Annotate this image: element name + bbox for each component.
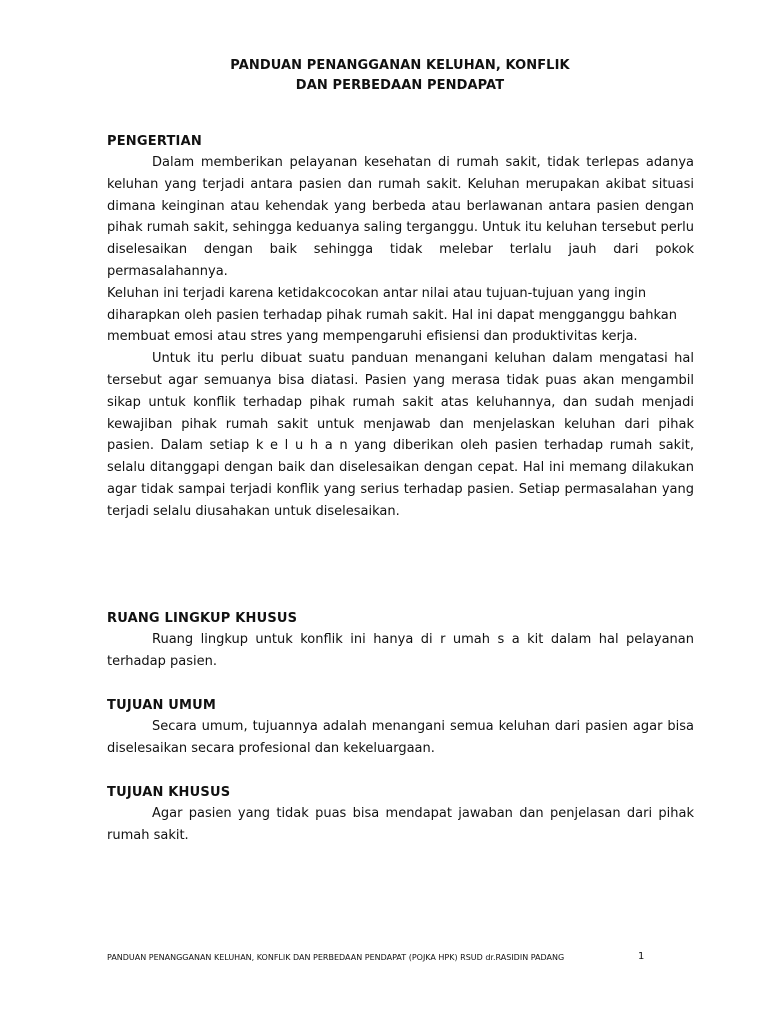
document-title-line-2: DAN PERBEDAAN PENDAPAT <box>295 78 505 93</box>
document-title-line-1: PANDUAN PENANGGANAN KELUHAN, KONFLIK <box>230 58 570 73</box>
section-heading-tujuan-khusus: TUJUAN KHUSUS <box>107 785 231 800</box>
tujuan-umum-paragraph: Secara umum, tujuannya adalah menangani semua keluhan dari pasien agar bisa diselesaikan secara profesional dan kekeluargaan. <box>107 719 694 756</box>
section-tujuan-umum <box>107 696 694 760</box>
section-heading-tujuan-umum: TUJUAN UMUM <box>107 698 217 713</box>
pengertian-paragraph-3: Untuk itu perlu dibuat suatu panduan menangani keluhan dalam mengatasi hal tersebut agar semuanya bisa diatasi. Pasien yang merasa tidak puas akan mengambil sikap untuk konflik terhadap pihak rumah sakit atas keluhannya, dan sudah menjadi kewajiban pihak rumah sakit untuk menjawab dan menjelaskan keluhan dari pihak pasien. Dalam setiap k e l u h a n yang diberikan oleh pasien terhadap rumah sakit, selalu ditanggapi dengan baik dan diselesaikan dengan cepat. Hal ini memang dilakukan agar tidak sampai terjadi konflik yang serius terhadap pasien. Setiap permasalahan yang terjadi selalu diusahakan untuk diselesaikan. <box>107 351 694 519</box>
pengertian-paragraph-1: Dalam memberikan pelayanan kesehatan di rumah sakit, tidak terlepas adanya keluhan yang terjadi antara pasien dan rumah sakit. Keluhan merupakan akibat situasi dimana keinginan atau kehendak yang berbeda atau berlawanan antara pasien dengan pihak rumah sakit, sehingga keduanya saling terganggu. Untuk itu keluhan tersebut perlu diselesaikan dengan baik sehingga tidak melebar terlalu jauh dari pokok permasalahannya. <box>107 155 694 279</box>
section-heading-ruang-lingkup: RUANG LINGKUP KHUSUS <box>107 611 298 626</box>
pengertian-paragraph-2: Keluhan ini terjadi karena ketidakcocokan antar nilai atau tujuan-tujuan yang ingin diharapkan oleh pasien terhadap pihak rumah sakit. Hal ini dapat mengganggu bahkan membuat emosi atau stres yang mempengaruhi efisiensi dan produktivitas kerja. <box>107 285 677 345</box>
tujuan-khusus-paragraph: Agar pasien yang tidak puas bisa mendapat jawaban dan penjelasan dari pihak rumah sakit. <box>107 806 694 843</box>
section-pengertian <box>107 132 694 523</box>
section-tujuan-khusus <box>107 783 694 847</box>
page-number: 1 <box>638 951 645 962</box>
ruang-lingkup-paragraph: Ruang lingkup untuk konflik ini hanya di r umah s a kit dalam hal pelayanan terhadap pasien. <box>107 632 694 669</box>
page-footer: PANDUAN PENANGGANAN KELUHAN, KONFLIK DAN PERBEDAAN PENDAPAT (POJKA HPK) RSUD dr.RASIDIN PADANG <box>107 953 565 962</box>
section-heading-pengertian: PENGERTIAN <box>107 134 202 149</box>
section-ruang-lingkup <box>107 609 694 673</box>
